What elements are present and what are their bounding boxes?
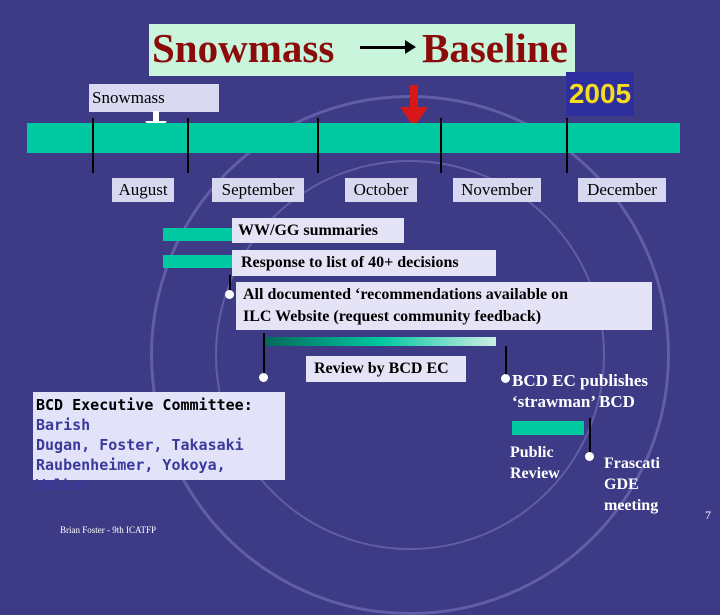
response-label: Response to list of 40+ decisions: [232, 250, 496, 276]
frascati-line-1: Frascati: [604, 455, 660, 472]
frascati-dot: [585, 452, 594, 461]
committee-box: [33, 392, 285, 494]
publishes-connector: [505, 346, 507, 376]
committee-line-2: Dugan, Foster, Takasaki: [36, 436, 244, 454]
frascati-line-2: GDE: [604, 476, 639, 493]
public-line-1: Public: [510, 444, 554, 461]
timeline-tick: [187, 118, 189, 173]
page-number: 7: [705, 508, 711, 522]
timeline-tick: [440, 118, 442, 173]
committee-line-3: Raubenheimer, Yokoya, Walker: [36, 456, 226, 494]
response-bar: [163, 255, 235, 268]
snowmass-label: Snowmass: [89, 84, 219, 112]
review-dot: [259, 373, 268, 382]
frascati-connector: [589, 418, 591, 454]
frascati-text: [604, 453, 660, 516]
ec-publishes-line-1: BCD EC publishes: [512, 371, 649, 390]
timeline-tick: [92, 118, 94, 173]
summaries-bar: [163, 228, 235, 241]
summaries-label: WW/GG summaries: [232, 218, 404, 243]
title-arrow-shaft: [360, 46, 410, 49]
arrow-right-icon: [405, 40, 416, 54]
documented-box: [236, 282, 652, 330]
footer-credit: Brian Foster - 9th ICATFP: [60, 525, 157, 535]
year-badge: 2005: [566, 72, 634, 116]
committee-line-1: Barish: [36, 416, 91, 434]
month-november: November: [453, 178, 541, 202]
ec-publishes-text: [512, 370, 648, 412]
public-review-bar: [512, 421, 584, 435]
month-september: September: [212, 178, 304, 202]
review-connector: [263, 333, 265, 375]
review-label: Review by BCD EC: [306, 356, 466, 382]
committee-heading: BCD Executive Committee:: [36, 396, 253, 414]
title-snowmass: Snowmass: [152, 25, 335, 71]
publishes-dot: [501, 374, 510, 383]
title-baseline: Baseline: [422, 25, 568, 71]
public-line-2: Review: [510, 465, 560, 482]
ec-publishes-line-2: ‘strawman’ BCD: [512, 392, 635, 411]
timeline-tick: [317, 118, 319, 173]
timeline-tick: [566, 118, 568, 173]
milestone-dot: [225, 290, 234, 299]
month-october: October: [345, 178, 417, 202]
frascati-line-3: meeting: [604, 497, 659, 514]
documented-line-1: All documented ‘recommendations available on: [243, 286, 569, 303]
documented-line-2: ILC Website (request community feedback): [243, 308, 542, 325]
public-review-text: [510, 442, 560, 484]
month-august: August: [112, 178, 174, 202]
review-bar: [266, 337, 496, 346]
timeline-bar: [27, 123, 680, 153]
month-december: December: [578, 178, 666, 202]
current-marker-shaft: [410, 85, 418, 109]
